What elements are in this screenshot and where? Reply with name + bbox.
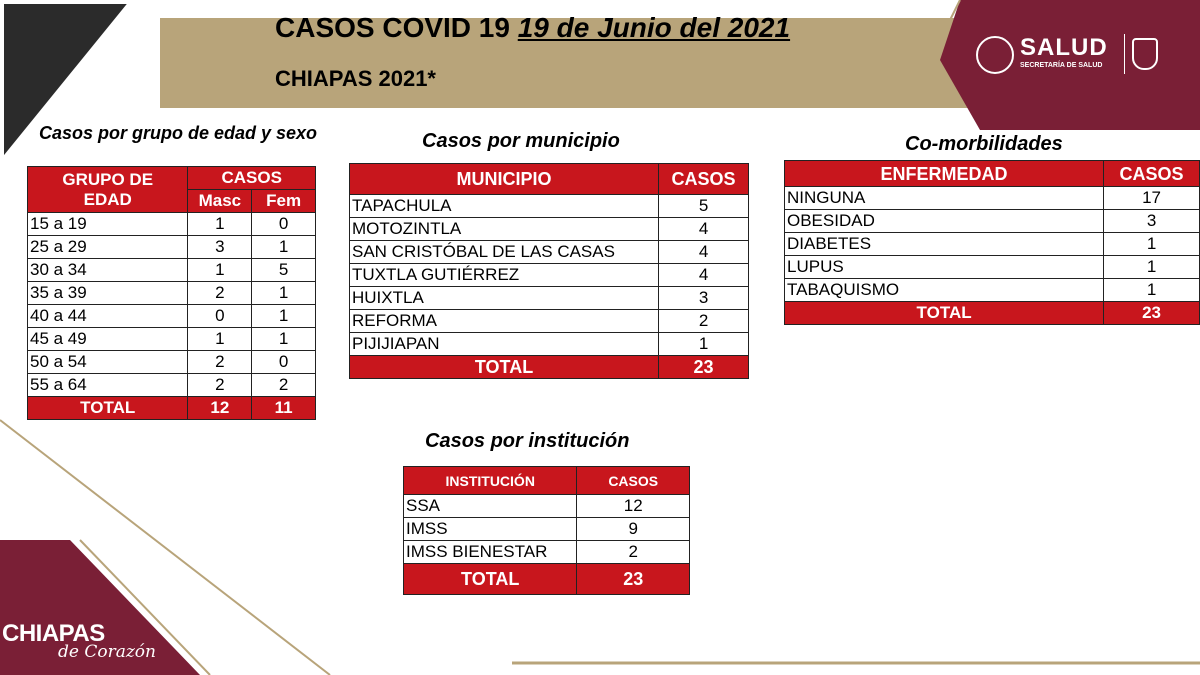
institucion-cell: IMSS BIENESTAR xyxy=(404,541,577,564)
age-group-cell: 45 a 49 xyxy=(28,328,188,351)
municipio-cell: TUXTLA GUTIÉRREZ xyxy=(350,264,659,287)
casos-cell: 12 xyxy=(577,495,690,518)
table-row xyxy=(350,264,749,287)
total-label: TOTAL xyxy=(404,564,577,595)
age-group-cell: 15 a 19 xyxy=(28,213,188,236)
fem-cell: 1 xyxy=(252,328,316,351)
table-row xyxy=(28,374,316,397)
enfermedad-cell: OBESIDAD xyxy=(785,210,1104,233)
header-casos: CASOS xyxy=(188,167,316,190)
table-row xyxy=(350,287,749,310)
age-group-cell: 30 a 34 xyxy=(28,259,188,282)
municipio-cell: PIJIJIAPAN xyxy=(350,333,659,356)
total-label: TOTAL xyxy=(28,397,188,420)
municipio-cell: MOTOZINTLA xyxy=(350,218,659,241)
table-row xyxy=(350,310,749,333)
table-row xyxy=(28,259,316,282)
table-row xyxy=(28,213,316,236)
masc-cell: 2 xyxy=(188,282,252,305)
total-value: 23 xyxy=(659,356,749,379)
total-value: 23 xyxy=(1104,302,1200,325)
header-casos: CASOS xyxy=(577,467,690,495)
table-row xyxy=(28,328,316,351)
table-row xyxy=(28,282,316,305)
age-group-cell: 25 a 29 xyxy=(28,236,188,259)
table-row xyxy=(785,187,1200,210)
institucion-cell: SSA xyxy=(404,495,577,518)
table-row xyxy=(28,305,316,328)
total-row xyxy=(350,356,749,379)
casos-cell: 17 xyxy=(1104,187,1200,210)
table-row xyxy=(785,210,1200,233)
header-grupo-edad: GRUPO DE EDAD xyxy=(28,167,188,213)
header-masc: Masc xyxy=(188,190,252,213)
total-label: TOTAL xyxy=(785,302,1104,325)
fem-cell: 2 xyxy=(252,374,316,397)
masc-cell: 2 xyxy=(188,351,252,374)
header-fem: Fem xyxy=(252,190,316,213)
casos-cell: 1 xyxy=(1104,233,1200,256)
table-row xyxy=(785,233,1200,256)
casos-cell: 9 xyxy=(577,518,690,541)
age-group-cell: 55 a 64 xyxy=(28,374,188,397)
age-group-cell: 35 a 39 xyxy=(28,282,188,305)
comorbilidades-table xyxy=(784,160,1200,325)
logo-divider xyxy=(1124,34,1125,74)
total-value: 23 xyxy=(577,564,690,595)
municipio-cell: TAPACHULA xyxy=(350,195,659,218)
casos-cell: 3 xyxy=(1104,210,1200,233)
institucion-cell: IMSS xyxy=(404,518,577,541)
casos-cell: 1 xyxy=(659,333,749,356)
total-row xyxy=(404,564,690,595)
age-group-cell: 40 a 44 xyxy=(28,305,188,328)
municipio-section-title: Casos por municipio xyxy=(422,130,620,152)
salud-logo-subtext: SECRETARÍA DE SALUD xyxy=(1020,62,1103,69)
table-row xyxy=(785,279,1200,302)
header-casos: CASOS xyxy=(1104,161,1200,187)
title-date: 19 de Junio del 2021 xyxy=(517,12,791,43)
fem-cell: 0 xyxy=(252,351,316,374)
title-prefix: CASOS COVID 19 xyxy=(275,12,510,43)
masc-cell: 1 xyxy=(188,328,252,351)
enfermedad-cell: TABAQUISMO xyxy=(785,279,1104,302)
masc-cell: 1 xyxy=(188,259,252,282)
table-row xyxy=(350,241,749,264)
fem-cell: 0 xyxy=(252,213,316,236)
table-row xyxy=(350,195,749,218)
edad-table xyxy=(27,166,316,420)
casos-cell: 1 xyxy=(1104,279,1200,302)
table-row xyxy=(404,541,690,564)
header-casos: CASOS xyxy=(659,164,749,195)
institucion-section-title: Casos por institución xyxy=(425,430,630,452)
casos-cell: 4 xyxy=(659,264,749,287)
fem-cell: 5 xyxy=(252,259,316,282)
chiapas-logo-text: CHIAPAS xyxy=(2,620,105,647)
table-row xyxy=(404,495,690,518)
fem-cell: 1 xyxy=(252,236,316,259)
total-masc: 12 xyxy=(188,397,252,420)
casos-cell: 2 xyxy=(659,310,749,333)
salud-seal-icon xyxy=(976,36,1014,74)
header-municipio: MUNICIPIO xyxy=(350,164,659,195)
age-group-cell: 50 a 54 xyxy=(28,351,188,374)
header-enfermedad: ENFERMEDAD xyxy=(785,161,1104,187)
enfermedad-cell: NINGUNA xyxy=(785,187,1104,210)
header-institucion: INSTITUCIÓN xyxy=(404,467,577,495)
municipio-cell: HUIXTLA xyxy=(350,287,659,310)
casos-cell: 3 xyxy=(659,287,749,310)
casos-cell: 1 xyxy=(1104,256,1200,279)
chiapas-shield-icon xyxy=(1132,38,1158,70)
institucion-table xyxy=(403,466,690,595)
municipio-table xyxy=(349,163,749,379)
table-row xyxy=(28,236,316,259)
chiapas-logo-subtext: de Corazón xyxy=(58,642,156,662)
total-row xyxy=(785,302,1200,325)
comorbilidades-section-title: Co-morbilidades xyxy=(905,133,1063,155)
masc-cell: 3 xyxy=(188,236,252,259)
total-fem: 11 xyxy=(252,397,316,420)
table-row xyxy=(28,351,316,374)
page-subtitle: CHIAPAS 2021* xyxy=(275,66,436,91)
casos-cell: 4 xyxy=(659,241,749,264)
table-row xyxy=(350,218,749,241)
table-row xyxy=(404,518,690,541)
municipio-cell: REFORMA xyxy=(350,310,659,333)
masc-cell: 1 xyxy=(188,213,252,236)
enfermedad-cell: LUPUS xyxy=(785,256,1104,279)
enfermedad-cell: DIABETES xyxy=(785,233,1104,256)
page-title xyxy=(275,12,790,44)
casos-cell: 5 xyxy=(659,195,749,218)
edad-section-title: Casos por grupo de edad y sexo xyxy=(38,123,318,143)
salud-logo-text: SALUD xyxy=(1020,34,1108,61)
municipio-cell: SAN CRISTÓBAL DE LAS CASAS xyxy=(350,241,659,264)
masc-cell: 2 xyxy=(188,374,252,397)
total-row xyxy=(28,397,316,420)
fem-cell: 1 xyxy=(252,282,316,305)
table-row xyxy=(350,333,749,356)
masc-cell: 0 xyxy=(188,305,252,328)
fem-cell: 1 xyxy=(252,305,316,328)
casos-cell: 4 xyxy=(659,218,749,241)
total-label: TOTAL xyxy=(350,356,659,379)
casos-cell: 2 xyxy=(577,541,690,564)
table-row xyxy=(785,256,1200,279)
